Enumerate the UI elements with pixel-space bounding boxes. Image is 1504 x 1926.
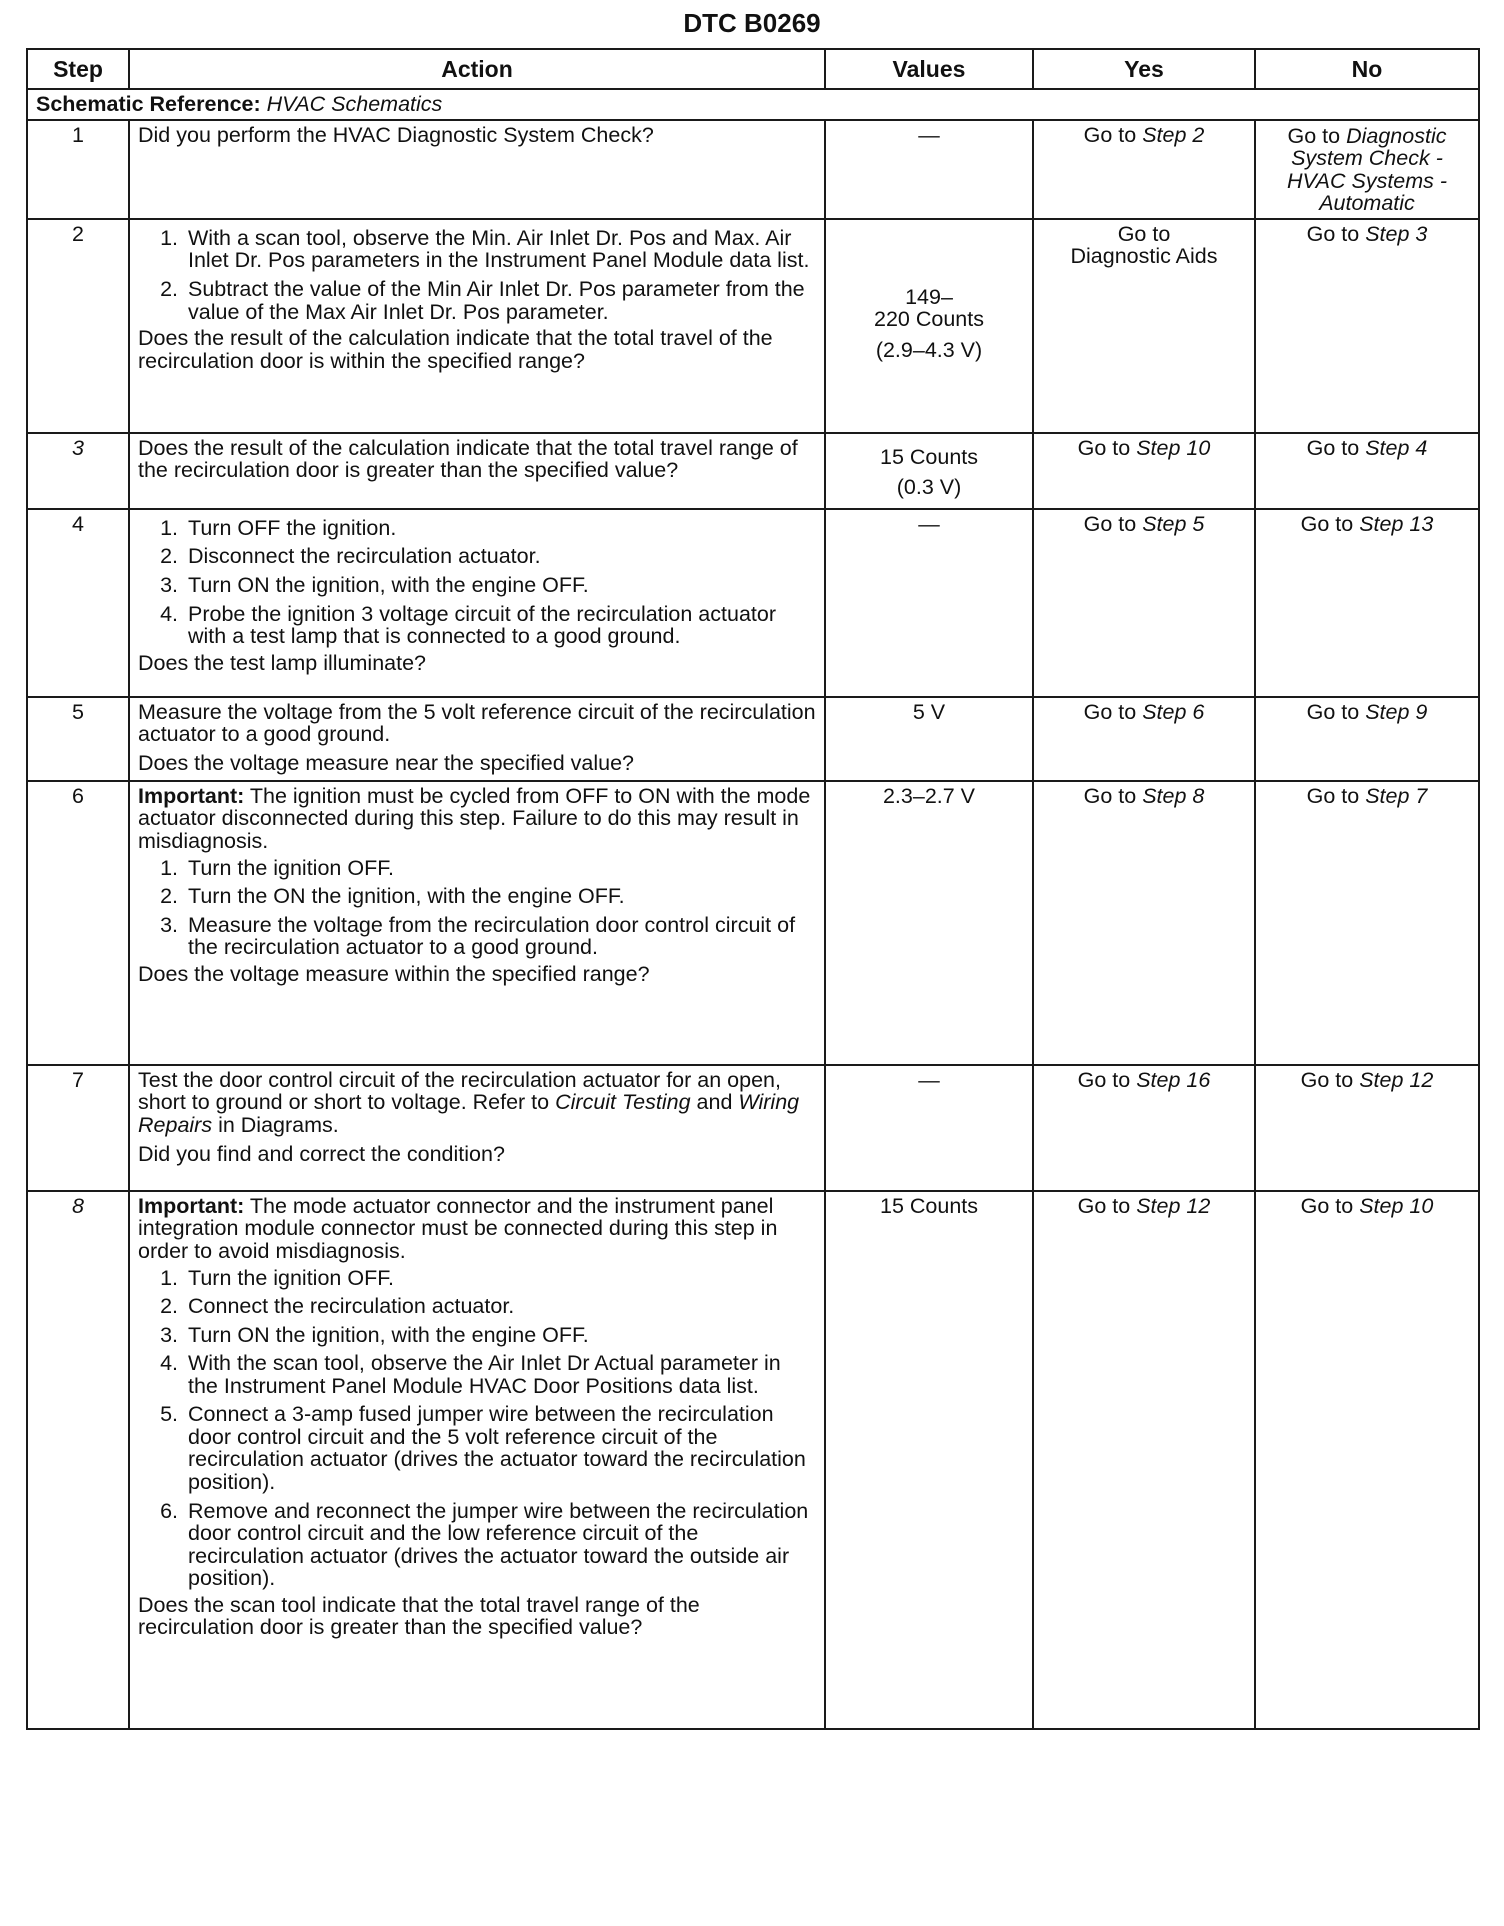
wiring-repairs-link[interactable]: Wiring Repairs [138, 1090, 800, 1137]
table-row [27, 219, 1479, 433]
yes-link[interactable]: Step 5 [1142, 511, 1205, 536]
no-link[interactable]: Step 13 [1359, 511, 1434, 536]
diagnostic-table [26, 48, 1480, 1730]
value-cell: 2.3–2.7 V [825, 781, 1033, 1065]
no-cell: Go to Diagnostic System Check - HVAC Systems - Automatic [1255, 120, 1479, 219]
instruction-list [138, 227, 816, 323]
question: Does the voltage measure near the specified value? [138, 750, 635, 775]
list-item: 5. Connect a 3-amp fused jumper wire between the recirculation door control circuit and the 5 volt reference circuit of the recirculation actuator (drives the actuator toward the recirculation position). [184, 1403, 816, 1493]
step-number: 5 [27, 697, 129, 781]
value-cell: — [825, 120, 1033, 219]
list-item: 3. Turn ON the ignition, with the engine OFF. [184, 1324, 816, 1347]
step-number: 3 [27, 433, 129, 509]
question: Does the result of the calculation indicate that the total travel range of the recirculation door is greater than the specified value? [138, 435, 798, 483]
action-cell [129, 219, 825, 433]
yes-cell: Go to Diagnostic Aids [1033, 219, 1255, 433]
document-title: DTC B0269 [683, 8, 821, 38]
yes-cell: Go to Step 5 [1033, 509, 1255, 697]
value-cell: — [825, 509, 1033, 697]
instruction-text: Test the door control circuit of the recirculation actuator for an open, short to ground or short to voltage. Refer to Circuit Testing and Wiring Repairs in Diagrams. [138, 1067, 800, 1137]
yes-link[interactable]: Step 10 [1136, 435, 1211, 460]
no-link[interactable]: Step 3 [1365, 221, 1428, 246]
schematic-reference [27, 89, 1479, 120]
list-item: 4. With the scan tool, observe the Air Inlet Dr Actual parameter in the Instrument Panel Module HVAC Door Positions data list. [184, 1352, 816, 1397]
list-item: 1. Turn OFF the ignition. [184, 517, 816, 540]
list-item: 1. With a scan tool, observe the Min. Air Inlet Dr. Pos and Max. Air Inlet Dr. Pos parameters in the Instrument Panel Module data list. [184, 227, 816, 272]
action-cell [129, 433, 825, 509]
no-cell: Go to Step 13 [1255, 509, 1479, 697]
action-cell [129, 697, 825, 781]
value-cell: 15 Counts [825, 1191, 1033, 1729]
list-item: 6. Remove and reconnect the jumper wire between the recirculation door control circuit and the low reference circuit of the recirculation actuator (drives the actuator toward the outside air position). [184, 1500, 816, 1590]
yes-cell: Go to Step 6 [1033, 697, 1255, 781]
instruction-list [138, 857, 816, 959]
action-cell [129, 509, 825, 697]
yes-cell: Go to Step 8 [1033, 781, 1255, 1065]
yes-cell: Go to Step 2 [1033, 120, 1255, 219]
list-item: 4. Probe the ignition 3 voltage circuit of the recirculation actuator with a test lamp that is connected to a good ground. [184, 603, 816, 648]
question: Does the result of the calculation indicate that the total travel of the recirculation door is within the specified range? [138, 326, 773, 373]
header-action: Action [129, 49, 825, 89]
header-row [27, 49, 1479, 89]
value-cell: 15 Counts (0.3 V) [825, 433, 1033, 509]
no-cell: Go to Step 3 [1255, 219, 1479, 433]
question: Does the test lamp illuminate? [138, 650, 427, 675]
yes-cell: Go to Step 10 [1033, 433, 1255, 509]
table-row [27, 781, 1479, 1065]
action-cell [129, 1191, 825, 1729]
yes-link[interactable]: Step 6 [1142, 699, 1205, 724]
step-number: 1 [27, 120, 129, 219]
list-item: 3. Measure the voltage from the recirculation door control circuit of the recirculation actuator to a good ground. [184, 914, 816, 959]
header-step: Step [27, 49, 129, 89]
table-row [27, 509, 1479, 697]
step-number: 4 [27, 509, 129, 697]
yes-cell: Go to Step 16 [1033, 1065, 1255, 1191]
step-number: 2 [27, 219, 129, 433]
action-cell [129, 120, 825, 219]
no-link[interactable]: Step 7 [1365, 783, 1428, 808]
yes-link[interactable]: Step 16 [1136, 1067, 1211, 1092]
header-no: No [1255, 49, 1479, 89]
step-number: 7 [27, 1065, 129, 1191]
table-row [27, 120, 1479, 219]
step-number: 8 [27, 1191, 129, 1729]
no-link[interactable]: Step 4 [1365, 435, 1428, 460]
list-item: 2. Connect the recirculation actuator. [184, 1295, 816, 1318]
no-cell: Go to Step 9 [1255, 697, 1479, 781]
question: Did you find and correct the condition? [138, 1141, 505, 1166]
list-item: 1. Turn the ignition OFF. [184, 1267, 816, 1290]
value-cell: 149– 220 Counts (2.9–4.3 V) [825, 219, 1033, 433]
header-values: Values [825, 49, 1033, 89]
table-row [27, 1191, 1479, 1729]
no-link[interactable]: Step 10 [1359, 1193, 1434, 1218]
table-row [27, 433, 1479, 509]
no-cell: Go to Step 7 [1255, 781, 1479, 1065]
schematic-label: Schematic Reference: [36, 92, 261, 116]
yes-cell: Go to Step 12 [1033, 1191, 1255, 1729]
list-item: 2. Turn the ON the ignition, with the engine OFF. [184, 885, 816, 908]
list-item: 3. Turn ON the ignition, with the engine OFF. [184, 574, 816, 597]
instruction-text: Measure the voltage from the 5 volt reference circuit of the recirculation actuator to a good ground. [138, 699, 816, 747]
important-note: Important: The ignition must be cycled from OFF to ON with the mode actuator disconnected during this step. Failure to do this may result in misdiagnosis. [138, 783, 811, 853]
yes-link[interactable]: Step 8 [1142, 783, 1205, 808]
important-note: Important: The mode actuator connector and the instrument panel integration module connector must be connected during this step in order to avoid misdiagnosis. [138, 1193, 778, 1263]
action-cell [129, 781, 825, 1065]
instruction-list [138, 1267, 816, 1590]
yes-link[interactable]: Step 12 [1136, 1193, 1211, 1218]
no-cell: Go to Step 10 [1255, 1191, 1479, 1729]
yes-link[interactable]: Step 2 [1142, 122, 1205, 147]
value-cell: — [825, 1065, 1033, 1191]
list-item: 2. Disconnect the recirculation actuator. [184, 545, 816, 568]
value-cell: 5 V [825, 697, 1033, 781]
schematic-link[interactable]: HVAC Schematics [266, 92, 443, 116]
yes-link[interactable]: Diagnostic Aids [1070, 244, 1218, 269]
schematic-reference-row [27, 89, 1479, 120]
no-link[interactable]: Step 12 [1359, 1067, 1434, 1092]
no-cell: Go to Step 12 [1255, 1065, 1479, 1191]
question: Does the scan tool indicate that the total travel range of the recirculation door is greater than the specified value? [138, 1592, 700, 1640]
table-row [27, 1065, 1479, 1191]
action-cell [129, 1065, 825, 1191]
no-link[interactable]: Diagnostic System Check - HVAC Systems - Automatic [1286, 123, 1448, 216]
question: Does the voltage measure within the specified range? [138, 961, 650, 986]
step-number: 6 [27, 781, 129, 1065]
circuit-testing-link[interactable]: Circuit Testing [555, 1090, 691, 1115]
header-yes: Yes [1033, 49, 1255, 89]
question: Did you perform the HVAC Diagnostic System Check? [138, 122, 654, 147]
table-row [27, 697, 1479, 781]
list-item: 2. Subtract the value of the Min Air Inlet Dr. Pos parameter from the value of the Max Air Inlet Dr. Pos parameter. [184, 278, 816, 323]
list-item: 1. Turn the ignition OFF. [184, 857, 816, 880]
instruction-list [138, 517, 816, 648]
no-link[interactable]: Step 9 [1365, 699, 1428, 724]
no-cell: Go to Step 4 [1255, 433, 1479, 509]
